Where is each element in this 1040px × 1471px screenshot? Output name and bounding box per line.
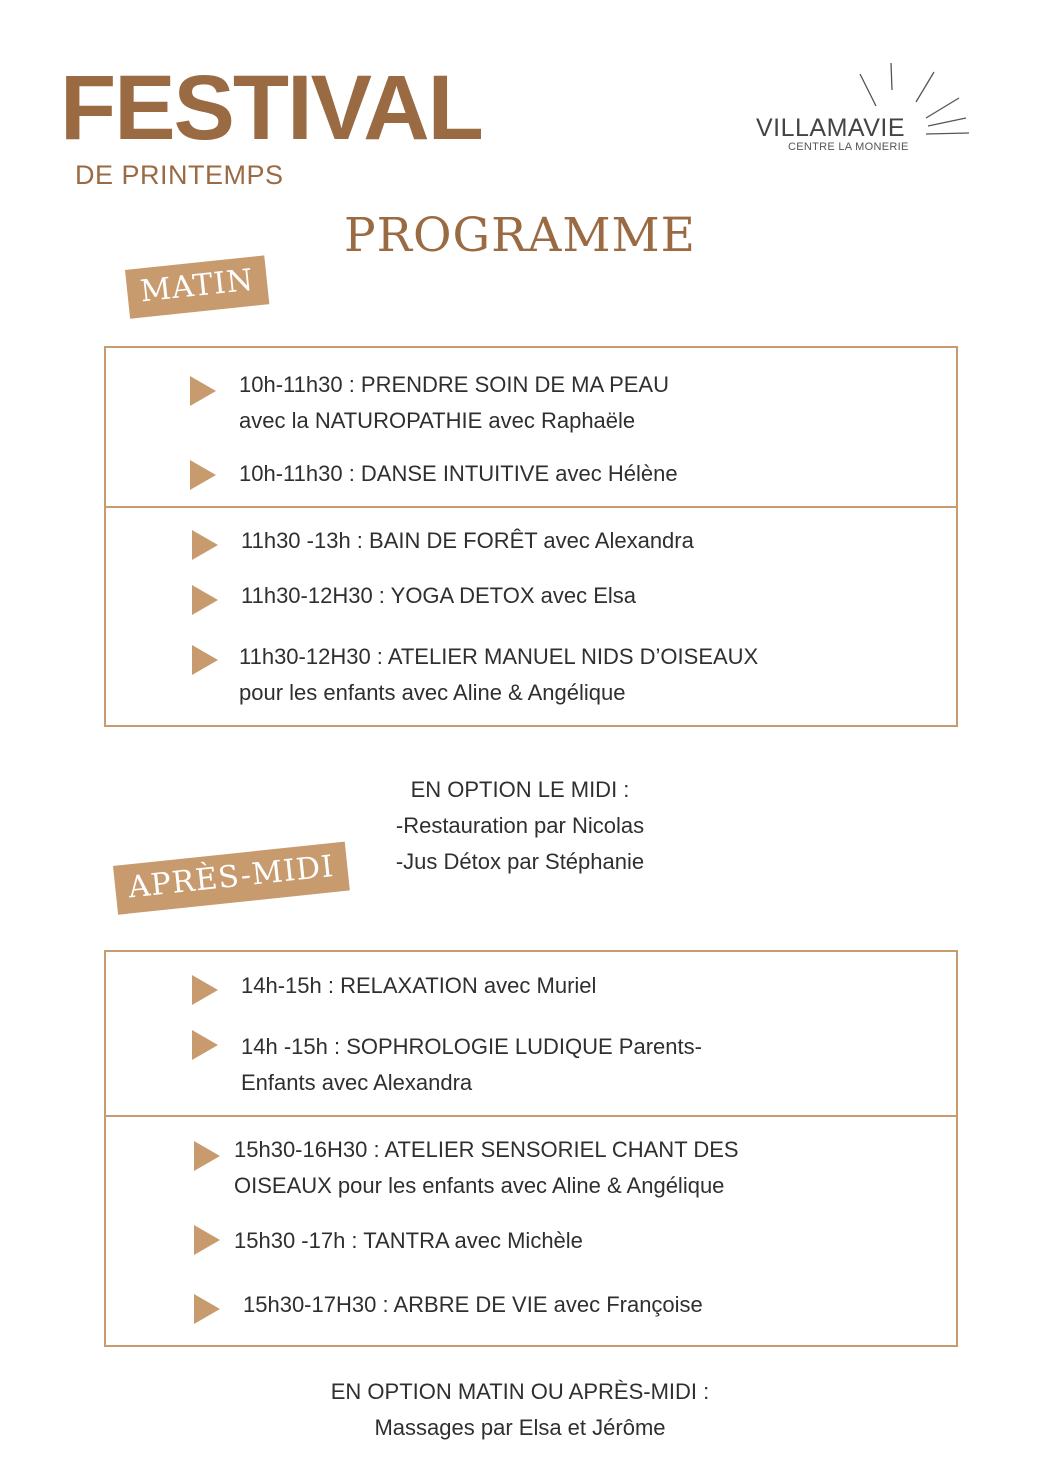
programme-title: PROGRAMME — [344, 208, 696, 263]
footer-option — [0, 1374, 1040, 1446]
play-arrow-icon — [192, 530, 218, 560]
apres-midi-label: APRÈS-MIDI — [113, 842, 349, 915]
play-arrow-icon — [192, 975, 218, 1005]
list-item: 11h30-12H30 : YOGA DETOX avec Elsa — [241, 583, 636, 608]
list-item: 10h-11h30 : DANSE INTUITIVE avec Hélène — [239, 461, 678, 486]
play-arrow-icon — [194, 1294, 220, 1324]
villamavie-logo — [756, 60, 976, 160]
footer-option-massages: Massages par Elsa et Jérôme — [374, 1415, 666, 1440]
matin-divider — [106, 506, 956, 508]
festival-title: FESTIVAL — [60, 57, 482, 159]
matin-label: MATIN — [125, 255, 269, 318]
matin-schedule-box — [104, 346, 958, 727]
play-arrow-icon — [192, 645, 218, 675]
logo-name: VILLAMAVIE — [756, 114, 906, 142]
midi-option-jus: -Jus Détox par Stéphanie — [395, 849, 645, 874]
list-item: 11h30-12H30 : ATELIER MANUEL NIDS D’OISEAUX pour les enfants avec Aline & Angélique — [239, 644, 759, 705]
midi-option-heading: EN OPTION LE MIDI : — [410, 777, 630, 802]
list-item: 15h30-16H30 : ATELIER SENSORIEL CHANT DES OISEAUX pour les enfants avec Aline & Angélique — [234, 1137, 739, 1198]
play-arrow-icon — [192, 1030, 218, 1060]
list-item: 11h30 -13h : BAIN DE FORÊT avec Alexandra — [241, 528, 694, 553]
festival-subtitle: DE PRINTEMPS — [75, 160, 284, 190]
play-arrow-icon — [190, 460, 216, 490]
apres-midi-schedule-box — [104, 950, 958, 1347]
apres-midi-divider — [106, 1115, 956, 1117]
list-item: 15h30-17H30 : ARBRE DE VIE avec Françoise — [243, 1292, 703, 1317]
list-item: 14h-15h : RELAXATION avec Muriel — [241, 973, 597, 998]
play-arrow-icon — [194, 1141, 220, 1171]
play-arrow-icon — [190, 376, 216, 406]
list-item: 10h-11h30 : PRENDRE SOIN DE MA PEAU avec la NATUROPATHIE avec Raphaële — [239, 372, 669, 433]
midi-option-restauration: -Restauration par Nicolas — [395, 813, 645, 838]
play-arrow-icon — [192, 585, 218, 615]
footer-option-heading: EN OPTION MATIN OU APRÈS-MIDI : — [330, 1379, 710, 1404]
play-arrow-icon — [194, 1225, 220, 1255]
logo-tagline: CENTRE LA MONERIE — [788, 141, 909, 153]
list-item: 15h30 -17h : TANTRA avec Michèle — [234, 1228, 583, 1253]
list-item: 14h -15h : SOPHROLOGIE LUDIQUE Parents- Enfants avec Alexandra — [241, 1034, 702, 1095]
